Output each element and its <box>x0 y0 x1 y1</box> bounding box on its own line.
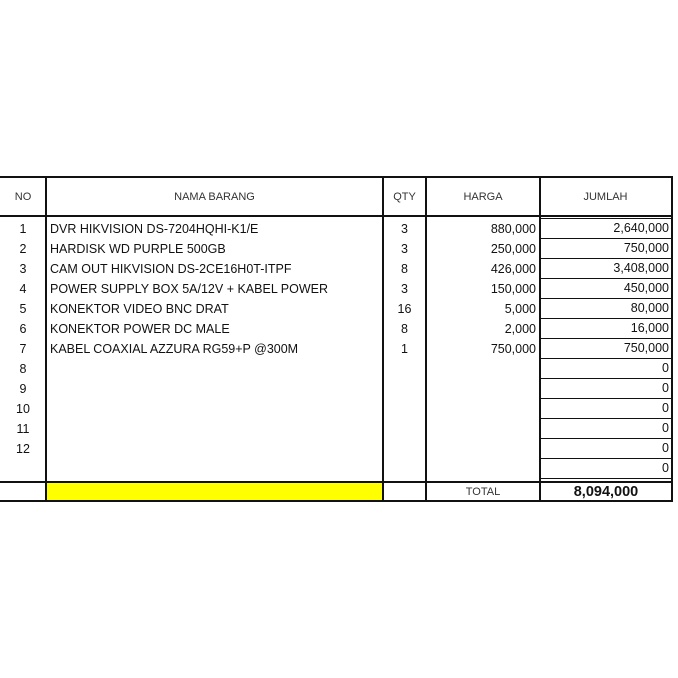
header-nama-barang-label: NAMA BARANG <box>174 190 255 203</box>
row-harga[interactable] <box>427 399 539 419</box>
row-harga[interactable]: 2,000 <box>504 322 536 336</box>
header-no <box>0 176 46 217</box>
row-harga[interactable] <box>427 459 539 479</box>
row-no[interactable]: 4 <box>19 282 27 296</box>
row-harga[interactable]: 150,000 <box>490 282 536 296</box>
row-no[interactable]: 7 <box>19 342 27 356</box>
total-value: 8,094,000 <box>573 484 639 500</box>
row-jumlah[interactable]: 80,000 <box>540 299 673 319</box>
row-no[interactable]: 9 <box>19 382 27 396</box>
highlight-cell[interactable] <box>47 483 382 500</box>
header-nama-barang <box>46 176 383 217</box>
row-qty[interactable]: 3 <box>401 242 408 256</box>
row-item-name[interactable] <box>47 439 382 459</box>
row-qty[interactable] <box>384 399 425 419</box>
row-jumlah[interactable]: 3,408,000 <box>540 259 673 279</box>
row-qty[interactable] <box>384 419 425 439</box>
row-no[interactable]: 2 <box>19 242 27 256</box>
row-item-name[interactable]: CAM OUT HIKVISION DS-2CE16H0T-ITPF <box>50 262 292 276</box>
row-no[interactable]: 12 <box>16 442 30 456</box>
row-item-name[interactable] <box>47 359 382 379</box>
row-item-name[interactable]: HARDISK WD PURPLE 500GB <box>50 242 226 256</box>
row-harga[interactable] <box>427 379 539 399</box>
row-no[interactable]: 10 <box>16 402 30 416</box>
row-harga[interactable] <box>427 439 539 459</box>
row-no[interactable]: 8 <box>19 362 27 376</box>
header-harga-label: HARGA <box>463 190 503 203</box>
row-jumlah[interactable]: 0 <box>540 399 673 419</box>
row-jumlah[interactable]: 0 <box>540 459 673 479</box>
row-no[interactable] <box>0 459 46 479</box>
row-harga[interactable]: 426,000 <box>490 262 536 276</box>
row-jumlah[interactable]: 750,000 <box>540 239 673 259</box>
row-item-name[interactable]: DVR HIKVISION DS-7204HQHI-K1/E <box>50 222 259 236</box>
row-jumlah[interactable]: 0 <box>540 379 673 399</box>
header-jumlah-label: JUMLAH <box>583 190 628 203</box>
row-item-name[interactable] <box>47 419 382 439</box>
header-jumlah <box>540 176 673 217</box>
row-jumlah[interactable]: 450,000 <box>540 279 673 299</box>
row-no[interactable]: 6 <box>19 322 27 336</box>
row-no[interactable]: 1 <box>19 222 27 236</box>
row-qty[interactable] <box>384 459 425 479</box>
row-qty[interactable] <box>384 379 425 399</box>
row-harga[interactable] <box>427 419 539 439</box>
row-item-name[interactable] <box>47 379 382 399</box>
row-item-name[interactable]: POWER SUPPLY BOX 5A/12V + KABEL POWER <box>50 282 328 296</box>
row-harga[interactable]: 5,000 <box>504 302 536 316</box>
row-qty[interactable]: 8 <box>401 262 408 276</box>
header-qty-label: QTY <box>393 190 416 203</box>
row-jumlah[interactable]: 0 <box>540 359 673 379</box>
row-harga[interactable] <box>427 359 539 379</box>
row-item-name[interactable]: KABEL COAXIAL AZZURA RG59+P @300M <box>50 342 299 356</box>
total-label: TOTAL <box>465 486 501 498</box>
header-no-label: NO <box>14 190 32 203</box>
header-harga <box>426 176 540 217</box>
row-no[interactable]: 3 <box>19 262 27 276</box>
row-no[interactable]: 11 <box>16 422 30 436</box>
row-qty[interactable]: 1 <box>401 342 408 356</box>
row-jumlah[interactable]: 0 <box>540 439 673 459</box>
row-qty[interactable]: 3 <box>401 282 408 296</box>
row-jumlah[interactable]: 0 <box>540 419 673 439</box>
row-no[interactable]: 5 <box>19 302 27 316</box>
row-jumlah[interactable]: 750,000 <box>540 339 673 359</box>
row-qty[interactable] <box>384 359 425 379</box>
row-jumlah[interactable]: 16,000 <box>540 319 673 339</box>
row-harga[interactable]: 880,000 <box>490 222 536 236</box>
header-qty <box>383 176 426 217</box>
row-item-name[interactable]: KONEKTOR POWER DC MALE <box>50 322 230 336</box>
row-item-name[interactable] <box>47 399 382 419</box>
row-harga[interactable]: 250,000 <box>490 242 536 256</box>
row-qty[interactable]: 8 <box>401 322 408 336</box>
row-jumlah[interactable]: 2,640,000 <box>540 218 673 239</box>
row-qty[interactable]: 16 <box>397 302 412 316</box>
row-qty[interactable] <box>384 439 425 459</box>
row-harga[interactable]: 750,000 <box>490 342 536 356</box>
row-item-name[interactable]: KONEKTOR VIDEO BNC DRAT <box>50 302 229 316</box>
row-item-name[interactable] <box>47 459 382 479</box>
row-qty[interactable]: 3 <box>401 222 408 236</box>
